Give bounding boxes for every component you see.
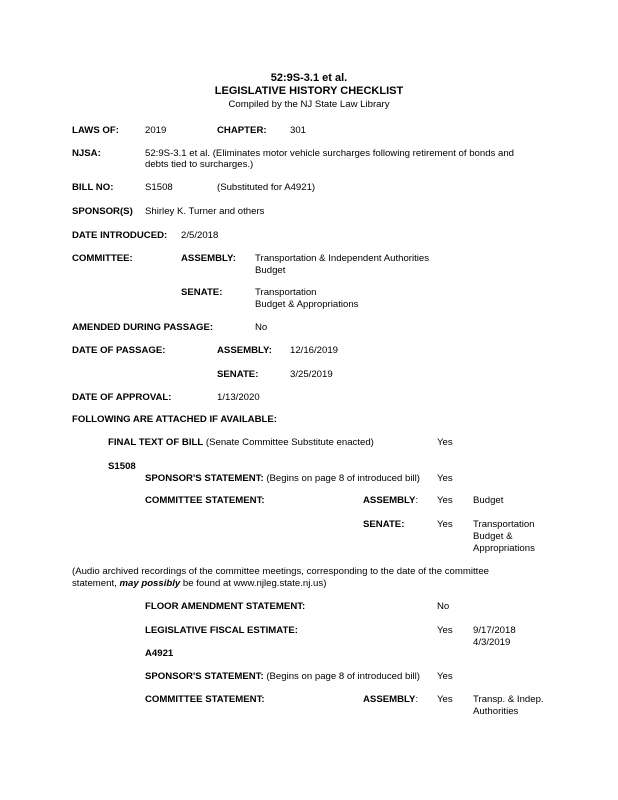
committee-label: COMMITTEE: <box>72 253 133 264</box>
s1508-sponsor-stmt-value: Yes <box>437 473 453 484</box>
statute-heading: 52:9S-3.1 et al. <box>270 72 348 84</box>
amended-label: AMENDED DURING PASSAGE: <box>72 322 214 333</box>
a4921-assembly-committee-2: Authorities <box>473 706 519 717</box>
fiscal-estimate-value: Yes <box>437 625 453 636</box>
committee-assembly-1: Transportation & Independent Authorities <box>255 253 430 264</box>
s1508-bill-label: S1508 <box>108 461 136 472</box>
s1508-assembly-value: Yes <box>437 495 453 506</box>
approval-date: 1/13/2020 <box>217 392 260 403</box>
a4921-bill-label: A4921 <box>145 648 174 659</box>
sponsor-value: Shirley K. Turner and others <box>145 206 265 217</box>
s1508-sponsor-stmt-note: (Begins on page 8 of introduced bill) <box>263 473 420 484</box>
passage-assembly-label: ASSEMBLY: <box>217 345 272 356</box>
bill-no-value: S1508 <box>145 182 173 193</box>
a4921-committee-stmt-label: COMMITTEE STATEMENT: <box>145 694 265 705</box>
a4921-assembly-row <box>363 694 418 706</box>
fiscal-estimate-date-2: 4/3/2019 <box>473 637 511 648</box>
laws-of-label: LAWS OF: <box>72 125 119 136</box>
approval-label: DATE OF APPROVAL: <box>72 392 172 403</box>
date-introduced-label: DATE INTRODUCED: <box>72 230 168 241</box>
audio-note-pre: statement, <box>72 578 120 589</box>
s1508-assembly-committee: Budget <box>473 495 504 506</box>
a4921-assembly-committee-1: Transp. & Indep. <box>473 694 544 705</box>
committee-assembly-2: Budget <box>255 265 286 276</box>
compiled-by: Compiled by the NJ State Law Library <box>228 99 390 110</box>
a4921-assembly-value: Yes <box>437 694 453 705</box>
s1508-senate-committee-1: Transportation <box>473 519 535 530</box>
a4921-sponsor-stmt-label: SPONSOR'S STATEMENT: <box>145 671 264 682</box>
audio-note-emphasis: may possibly <box>119 578 181 589</box>
s1508-senate-value: Yes <box>437 519 453 530</box>
amended-value: No <box>255 322 268 333</box>
final-text-label: FINAL TEXT OF BILL <box>108 437 204 448</box>
s1508-sponsor-stmt-row <box>145 473 420 485</box>
passage-senate-date: 3/25/2019 <box>290 369 333 380</box>
a4921-sponsor-stmt-note: (Begins on page 8 of introduced bill) <box>263 671 420 682</box>
fiscal-estimate-date-1: 9/17/2018 <box>473 625 516 636</box>
passage-label: DATE OF PASSAGE: <box>72 345 166 356</box>
njsa-line-1: 52:9S-3.1 et al. (Eliminates motor vehicle surcharges following retirement of bonds and <box>145 148 515 159</box>
final-text-value: Yes <box>437 437 453 448</box>
s1508-sponsor-stmt-label: SPONSOR'S STATEMENT: <box>145 473 264 484</box>
committee-senate-label: SENATE: <box>181 287 223 298</box>
s1508-assembly-row <box>363 495 418 507</box>
a4921-assembly-label: ASSEMBLY <box>363 694 416 705</box>
s1508-assembly-colon: : <box>415 495 419 506</box>
committee-senate-1: Transportation <box>255 287 317 298</box>
sponsor-label: SPONSOR(S) <box>72 206 133 217</box>
floor-amendment-label: FLOOR AMENDMENT STATEMENT: <box>145 601 306 612</box>
page-title: LEGISLATIVE HISTORY CHECKLIST <box>214 85 404 97</box>
audio-note-line-2 <box>72 578 326 590</box>
chapter-value: 301 <box>290 125 307 136</box>
passage-assembly-date: 12/16/2019 <box>290 345 339 356</box>
a4921-sponsor-stmt-value: Yes <box>437 671 453 682</box>
bill-no-note: (Substituted for A4921) <box>217 182 316 193</box>
committee-assembly-label: ASSEMBLY: <box>181 253 236 264</box>
s1508-assembly-label: ASSEMBLY <box>363 495 416 506</box>
attached-heading: FOLLOWING ARE ATTACHED IF AVAILABLE: <box>72 414 277 425</box>
s1508-senate-committee-2: Budget & <box>473 531 513 542</box>
final-text-row <box>108 437 374 449</box>
a4921-sponsor-stmt-row <box>145 671 420 683</box>
audio-note-line-1: (Audio archived recordings of the committee meetings, corresponding to the date of the committee <box>72 566 490 577</box>
final-text-note: (Senate Committee Substitute enacted) <box>203 437 374 448</box>
audio-note-post: be found at www.njleg.state.nj.us) <box>180 578 327 589</box>
fiscal-estimate-label: LEGISLATIVE FISCAL ESTIMATE: <box>145 625 298 636</box>
committee-senate-2: Budget & Appropriations <box>255 299 359 310</box>
bill-no-label: BILL NO: <box>72 182 114 193</box>
laws-of-year: 2019 <box>145 125 167 136</box>
a4921-assembly-colon: : <box>415 694 419 705</box>
date-introduced-value: 2/5/2018 <box>181 230 219 241</box>
s1508-committee-stmt-label: COMMITTEE STATEMENT: <box>145 495 265 506</box>
s1508-senate-committee-3: Appropriations <box>473 543 535 554</box>
njsa-line-2: debts tied to surcharges.) <box>145 159 254 170</box>
njsa-label: NJSA: <box>72 148 101 159</box>
s1508-senate-label: SENATE: <box>363 519 405 530</box>
floor-amendment-value: No <box>437 601 450 612</box>
passage-senate-label: SENATE: <box>217 369 259 380</box>
chapter-label: CHAPTER: <box>217 125 267 136</box>
